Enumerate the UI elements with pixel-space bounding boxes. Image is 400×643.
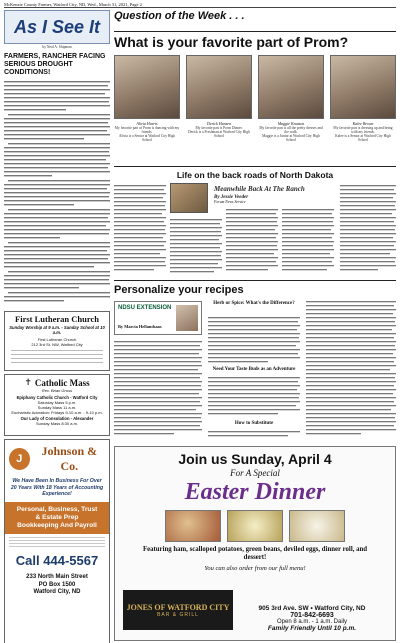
easter-family: Family Friendly Until 10 p.m. — [267, 625, 357, 632]
ndsu-extension-label: NDSU EXTENSION — [118, 305, 172, 311]
qotw-person-name: Derick Hansen — [206, 120, 232, 126]
lead-story-text-lines — [4, 80, 110, 308]
qotw-person-caption: Alivia is a Senior at Watford City High School — [118, 134, 176, 143]
ad-catholic-line-3: Sunday Mass 11 a.m. — [37, 405, 77, 411]
restaurant-logo-name: JONES OF WATFORD CITY — [126, 602, 230, 612]
qotw-person — [114, 55, 180, 143]
ad-johnson-address-2: PO Box 1500 — [38, 581, 76, 588]
qotw-person-quote: My favorite part is Prom Dinner. — [195, 125, 243, 130]
ad-first-lutheran — [4, 311, 110, 371]
ad-catholic-title: Catholic Mass — [34, 377, 90, 388]
ad-catholic-line-2: Saturday Mass 5 p.m. — [37, 400, 77, 406]
ad-first-lutheran-sub: Sunday Worship at 9 a.m. - Sunday School at 10 a.m. — [9, 325, 105, 336]
restaurant-logo — [123, 590, 233, 630]
easter-hours: Open 8 a.m. - 1 a.m. Daily — [276, 619, 348, 625]
ad-first-lutheran-fineprint — [11, 350, 103, 364]
qotw-person-name: Alivia Harris — [136, 120, 158, 126]
left-column — [4, 10, 110, 641]
qotw-label: Question of the Week . . . — [114, 10, 245, 22]
cross-icon: ✝ — [24, 377, 32, 388]
back-roads-section — [114, 166, 396, 276]
back-roads-text-columns — [114, 185, 396, 275]
qotw-person-name: Kalee Brown — [352, 120, 374, 126]
ad-johnson-address-1: 233 North Main Street — [26, 574, 88, 581]
lead-headline: FARMERS, RANCHER FACING SERIOUS DROUGHT CONDITIONS! — [4, 53, 106, 77]
ad-johnson-phone: Call 444-5567 — [15, 553, 99, 569]
easter-join: Join us Sunday, April 4 — [178, 451, 332, 467]
masthead-logo-text: As I See It — [13, 16, 101, 37]
question-of-the-week — [114, 10, 396, 162]
personalize-subhead-3: How to Substitute — [234, 421, 274, 426]
qotw-person-quote: My favorite part is all the pretty dresses and the walk. — [259, 125, 323, 134]
ad-johnson-tagline: We Have Been In Business For Over 20 Years With 18 Years of Accounting Experience! — [10, 478, 104, 497]
easter-online: You can also order from our full menu! — [204, 565, 306, 572]
easter-images — [115, 510, 395, 542]
ad-johnson-service-1: Personal, Business, Trust — [16, 506, 98, 514]
ad-first-lutheran-line-2: 212 3rd St. NW, Watford City — [31, 342, 83, 348]
qotw-banner — [114, 10, 396, 32]
ad-johnson-service-3: Bookkeeping And Payroll — [17, 522, 97, 530]
qotw-person-caption: Kalee is a Senior at Watford City High School — [335, 134, 391, 143]
masthead-byline: by Neal A. Shipman — [42, 45, 72, 49]
qotw-person-quote: My favorite part is dressing up and being with my friends. — [333, 125, 393, 134]
masthead-logo — [4, 10, 110, 44]
qotw-person-caption: Maggie is a Junior at Watford City High School — [262, 134, 320, 143]
qotw-person-name: Maggie Knutson — [277, 120, 305, 126]
text-lines — [114, 185, 396, 272]
back-roads-author: By Jessie Veeder — [214, 195, 249, 200]
person-photo — [114, 55, 180, 119]
person-photo — [330, 55, 396, 119]
back-roads-story-title: Meanwhile Back At The Ranch — [214, 185, 305, 193]
personalize-columnist: By Marcia Hellandsaas — [118, 324, 162, 329]
page-header — [4, 2, 396, 8]
page-header-left: McKenzie County Farmer, Watford City, ND, Wed., March 31, 2021, Page 2 — [4, 2, 142, 7]
easter-featuring: Featuring ham, scalloped potatoes, green beans, deviled eggs, dinner roll, and dessert! — [142, 546, 368, 561]
ad-catholic-line-5: Our Lady of Consolation - Alexander — [20, 416, 94, 422]
qotw-person — [330, 55, 396, 143]
ad-johnson-name: Johnson & Co. — [41, 444, 98, 474]
qotw-person — [186, 55, 252, 143]
ad-catholic-line-1: Epiphany Catholic Church - Watford City — [16, 395, 98, 401]
easter-title: Easter Dinner — [184, 479, 326, 505]
ad-johnson-service-2: & Estate Prep — [35, 514, 79, 522]
personalize-header: Personalize your recipes — [114, 284, 244, 296]
text-lines — [114, 301, 396, 436]
qotw-person-quote: My favorite part of Prom is dancing with my friends. — [114, 125, 180, 134]
person-photo — [186, 55, 252, 119]
restaurant-logo-sub: BAR & GRILL — [157, 611, 199, 618]
qotw-photos — [114, 55, 396, 143]
lead-story-body — [4, 80, 110, 308]
easter-address: 905 3rd Ave. SW • Watford City, ND — [258, 605, 366, 612]
ad-easter-dinner — [114, 446, 396, 641]
personalize-recipes-section — [114, 280, 396, 442]
qotw-person — [258, 55, 324, 143]
back-roads-header: Life on the back roads of North Dakota — [176, 170, 334, 180]
deviled-eggs-image — [289, 510, 345, 542]
ad-catholic-line-4: Eucharistic Adoration: Fridays 9-10 a.m. - 9-10 p.m. — [11, 410, 103, 416]
ad-catholic-mass — [4, 374, 110, 436]
personalize-subhead-1: Herb or Spice: What's the Difference? — [213, 301, 295, 306]
personalize-text-columns — [114, 301, 396, 441]
ad-first-lutheran-line-1: First Lutheran Church — [37, 337, 77, 343]
qotw-person-caption: Derick is a Freshman at Watford City High School — [188, 129, 250, 139]
person-photo — [258, 55, 324, 119]
potatoes-image — [227, 510, 283, 542]
back-roads-author-sub: Forum News Service — [214, 200, 246, 204]
ham-image — [165, 510, 221, 542]
text-lines — [4, 81, 110, 301]
ad-johnson-address-3: Watford City, ND — [33, 589, 81, 596]
qotw-question: What is your favorite part of Prom? — [114, 34, 349, 50]
ad-first-lutheran-title: First Lutheran Church — [15, 314, 99, 325]
personalize-subhead-2: Need Your Taste Buds as an Adventure — [212, 367, 296, 372]
johnson-logo-icon: J — [9, 448, 30, 470]
ad-catholic-sub: Rev. Brian Gross — [41, 388, 73, 394]
ad-johnson-co — [4, 439, 110, 643]
easter-phone: 701-842-6693 — [290, 612, 334, 619]
ad-catholic-line-6: Sunday Mass 8:30 a.m. — [35, 421, 79, 427]
easter-for: For A Special — [230, 468, 280, 478]
ad-johnson-fineprint — [9, 537, 105, 547]
